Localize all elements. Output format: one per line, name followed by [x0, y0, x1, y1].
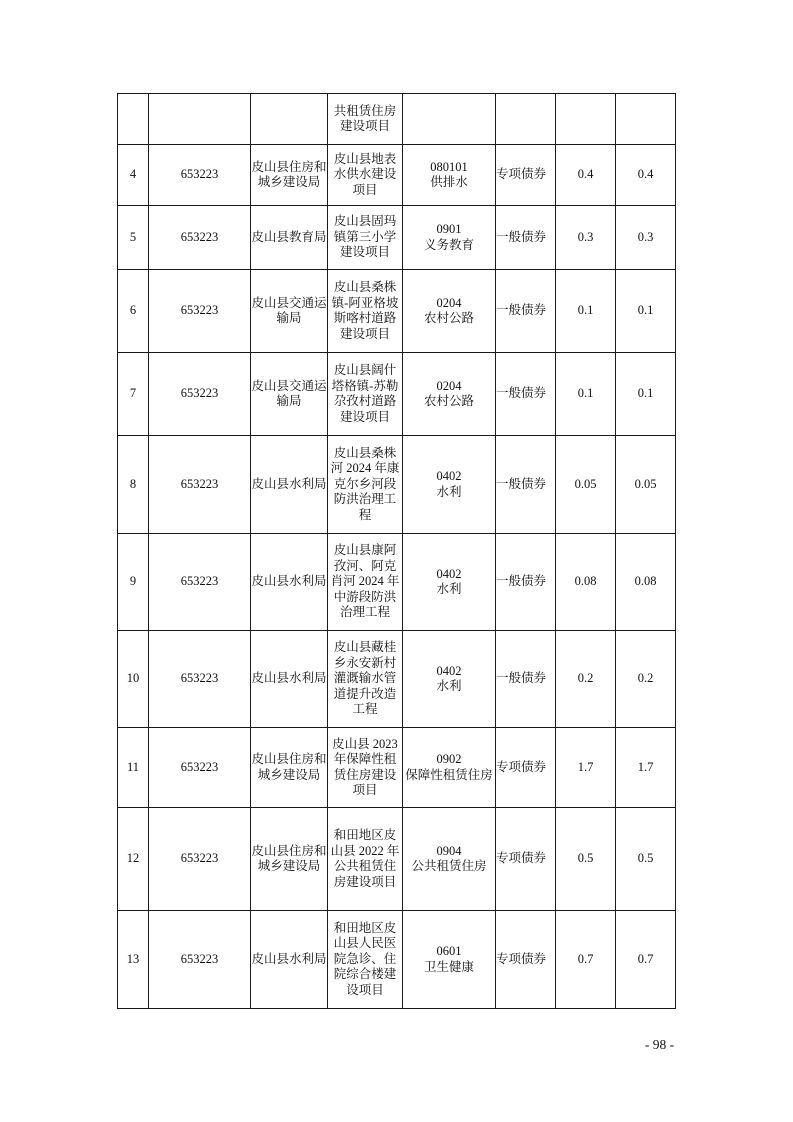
cell-row-number: 13	[118, 911, 149, 1009]
cell-amount-2: 0.1	[616, 270, 676, 353]
bond-projects-table	[117, 93, 676, 1009]
cell-unit-code: 653223	[149, 270, 251, 353]
category-name: 水利	[436, 679, 462, 693]
table-row	[118, 145, 676, 206]
category-code: 0402	[436, 566, 462, 581]
category-code: 0601	[436, 944, 462, 958]
cell-project-name: 皮山县康阿孜河、阿克肖河 2024 年中游段防洪治理工程	[328, 534, 403, 631]
table-row	[118, 808, 676, 911]
page-number: - 98 -	[644, 1037, 675, 1052]
cell-amount-2: 1.7	[616, 728, 676, 808]
cell-project-name: 皮山县藏桂乡永安新村灌溉输水管道提升改造工程	[328, 631, 403, 728]
cell-project-name: 皮山县地表水供水建设项目	[328, 145, 403, 206]
category-name: 卫生健康	[423, 959, 474, 974]
cell-unit-name: 皮山县住房和城乡建设局	[251, 145, 328, 206]
cell-amount-1	[556, 94, 616, 145]
cell-unit-code: 653223	[149, 145, 251, 206]
cell-unit-code	[149, 94, 251, 145]
table-row-continuation	[118, 94, 676, 145]
cell-bond-type: 一般债券	[496, 436, 556, 534]
cell-amount-2: 0.5	[616, 808, 676, 911]
cell-unit-name: 皮山县教育局	[251, 206, 328, 270]
cell-bond-type: 一般债券	[496, 353, 556, 436]
cell-bond-type: 专项债券	[496, 911, 556, 1009]
category-code: 080101	[430, 159, 468, 174]
table-row	[118, 534, 676, 631]
cell-amount-1: 0.7	[556, 911, 616, 1009]
cell-row-number: 11	[118, 728, 149, 808]
table-row	[118, 436, 676, 534]
cell-project-name: 皮山县固玛镇第三小学建设项目	[328, 206, 403, 270]
cell-bond-type: 专项债券	[496, 808, 556, 911]
cell-amount-2	[616, 94, 676, 145]
cell-amount-2: 0.4	[616, 145, 676, 206]
cell-unit-code: 653223	[149, 534, 251, 631]
cell-row-number: 10	[118, 631, 149, 728]
cell-project-name: 皮山县桑株镇-阿亚格坡斯喀村道路建设项目	[328, 270, 403, 353]
cell-unit-code: 653223	[149, 728, 251, 808]
category-code: 0902	[436, 752, 462, 766]
table-row	[118, 911, 676, 1009]
cell-unit-name: 皮山县水利局	[251, 911, 328, 1009]
category-code: 0402	[436, 469, 462, 483]
cell-category	[403, 911, 496, 1009]
cell-unit-name: 皮山县住房和城乡建设局	[251, 728, 328, 808]
cell-unit-name: 皮山县交通运输局	[251, 353, 328, 436]
category-code: 0901	[436, 222, 462, 236]
cell-amount-1: 0.4	[556, 145, 616, 206]
cell-category	[403, 270, 496, 353]
cell-row-number: 12	[118, 808, 149, 911]
cell-unit-code: 653223	[149, 631, 251, 728]
table-row	[118, 206, 676, 270]
cell-bond-type: 一般债券	[496, 631, 556, 728]
cell-amount-1: 0.1	[556, 353, 616, 436]
cell-project-name: 和田地区皮山县 2022 年公共租赁住房建设项目	[328, 808, 403, 911]
cell-category	[403, 206, 496, 270]
cell-bond-type: 专项债券	[496, 145, 556, 206]
cell-category	[403, 631, 496, 728]
cell-bond-type: 一般债券	[496, 270, 556, 353]
cell-amount-2: 0.05	[616, 436, 676, 534]
cell-amount-1: 0.2	[556, 631, 616, 728]
category-name: 水利	[436, 484, 462, 499]
cell-category	[403, 728, 496, 808]
cell-row-number: 6	[118, 270, 149, 353]
cell-row-number	[118, 94, 149, 145]
category-code: 0904	[436, 843, 462, 858]
table-row	[118, 270, 676, 353]
cell-amount-1: 0.3	[556, 206, 616, 270]
cell-unit-name	[251, 94, 328, 145]
category-name: 水利	[436, 582, 462, 596]
cell-category	[403, 436, 496, 534]
cell-unit-code: 653223	[149, 911, 251, 1009]
cell-category	[403, 145, 496, 206]
cell-project-name: 皮山县 2023 年保障性租赁住房建设项目	[328, 728, 403, 808]
cell-bond-type: 一般债券	[496, 534, 556, 631]
cell-amount-1: 1.7	[556, 728, 616, 808]
cell-category	[403, 534, 496, 631]
cell-unit-code: 653223	[149, 353, 251, 436]
cell-amount-1: 0.05	[556, 436, 616, 534]
cell-amount-2: 0.3	[616, 206, 676, 270]
cell-amount-2: 0.08	[616, 534, 676, 631]
cell-unit-name: 皮山县水利局	[251, 631, 328, 728]
category-name: 农村公路	[423, 311, 474, 325]
cell-amount-1: 0.08	[556, 534, 616, 631]
cell-row-number: 9	[118, 534, 149, 631]
cell-project-name: 皮山县桑株河 2024 年康克尔乡河段防洪治理工程	[328, 436, 403, 534]
cell-bond-type: 专项债券	[496, 728, 556, 808]
table-row	[118, 631, 676, 728]
category-name: 农村公路	[423, 394, 474, 408]
cell-amount-1: 0.5	[556, 808, 616, 911]
cell-unit-name: 皮山县水利局	[251, 534, 328, 631]
cell-amount-2: 0.2	[616, 631, 676, 728]
category-code: 0204	[436, 378, 462, 393]
table-row	[118, 728, 676, 808]
cell-row-number: 5	[118, 206, 149, 270]
cell-unit-name: 皮山县水利局	[251, 436, 328, 534]
cell-row-number: 8	[118, 436, 149, 534]
cell-unit-code: 653223	[149, 808, 251, 911]
cell-unit-code: 653223	[149, 436, 251, 534]
cell-category	[403, 353, 496, 436]
cell-category	[403, 94, 496, 145]
category-name: 公共租赁住房	[411, 859, 487, 873]
cell-unit-name: 皮山县住房和城乡建设局	[251, 808, 328, 911]
cell-unit-name: 皮山县交通运输局	[251, 270, 328, 353]
cell-bond-type	[496, 94, 556, 145]
cell-bond-type: 一般债券	[496, 206, 556, 270]
cell-amount-2: 0.7	[616, 911, 676, 1009]
table-row	[118, 353, 676, 436]
cell-project-name: 共租赁住房建设项目	[328, 94, 403, 145]
cell-row-number: 4	[118, 145, 149, 206]
cell-amount-1: 0.1	[556, 270, 616, 353]
table-body	[118, 94, 676, 1009]
category-name: 供排水	[430, 175, 468, 189]
cell-project-name: 皮山县阔什塔格镇-苏勒尕孜村道路建设项目	[328, 353, 403, 436]
cell-project-name: 和田地区皮山县人民医院急诊、住院综合楼建设项目	[328, 911, 403, 1009]
category-name: 保障性租赁住房	[405, 767, 493, 782]
category-code: 0204	[436, 295, 462, 310]
cell-unit-code: 653223	[149, 206, 251, 270]
category-code: 0402	[436, 663, 462, 678]
cell-category	[403, 808, 496, 911]
cell-amount-2: 0.1	[616, 353, 676, 436]
category-name: 义务教育	[423, 237, 474, 252]
cell-row-number: 7	[118, 353, 149, 436]
